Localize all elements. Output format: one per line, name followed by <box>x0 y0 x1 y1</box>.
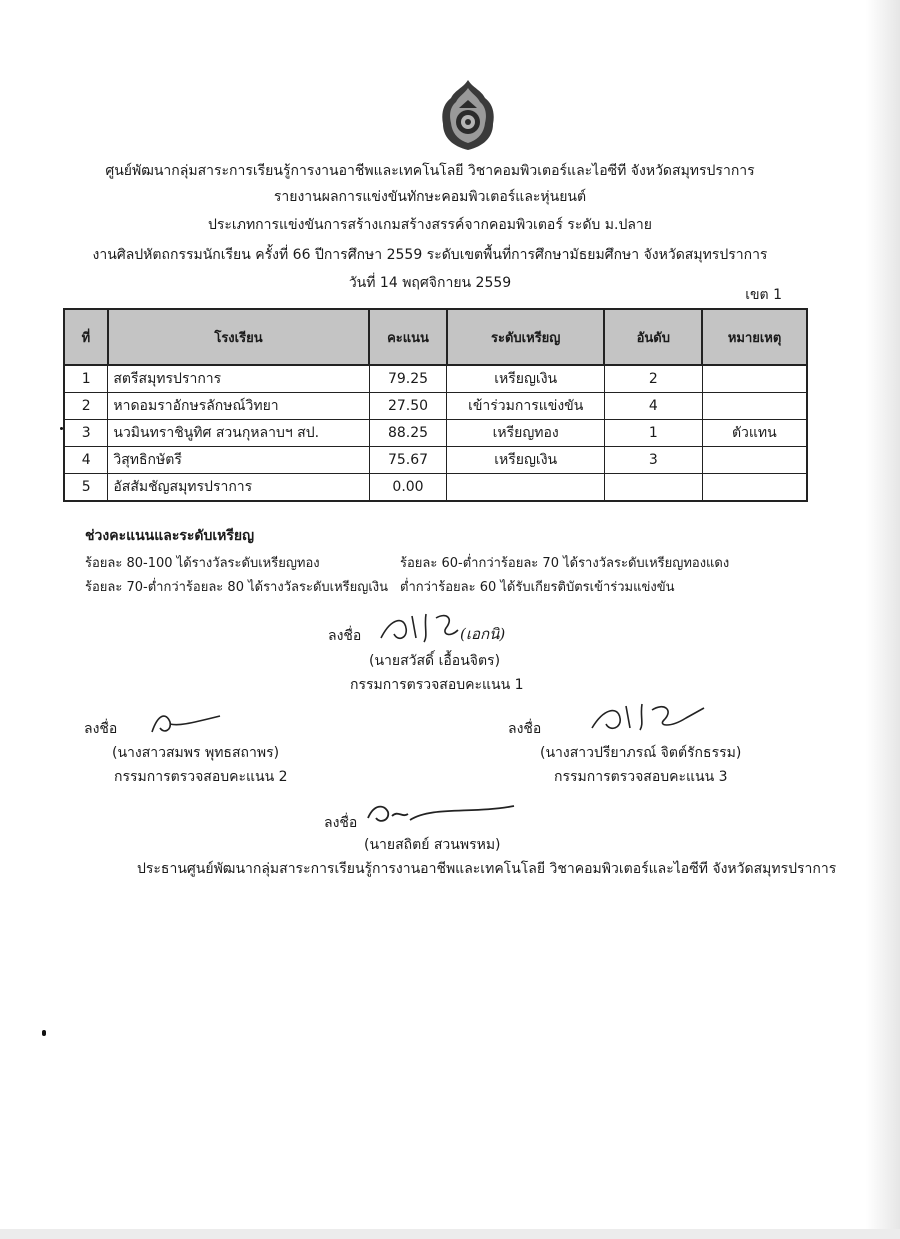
cell-score: 79.25 <box>369 365 447 393</box>
table-header-row <box>64 309 807 365</box>
legend-item-participation: ต่ำกว่าร้อยละ 60 ได้รับเกียรติบัตรเข้าร่วมแข่งขัน <box>400 580 675 595</box>
cell-score: 0.00 <box>369 474 447 502</box>
table-row <box>64 365 807 393</box>
column-header-school: โรงเรียน <box>108 309 369 365</box>
header-title-center: ศูนย์พัฒนากลุ่มสาระการเรียนรู้การงานอาชีพและเทคโนโลยี วิชาคอมพิวเตอร์และไอซีที จังหวัดสมุทรปราการ <box>105 163 755 179</box>
zone-label: เขต 1 <box>745 287 782 303</box>
cell-medal: เหรียญทอง <box>447 420 605 447</box>
judge3-role: กรรมการตรวจสอบคะแนน 3 <box>554 769 728 785</box>
cell-medal: เหรียญเงิน <box>447 365 605 393</box>
sign-label-judge3: ลงชื่อ <box>508 721 542 737</box>
column-header-score: คะแนน <box>369 309 447 365</box>
sign-label-judge2: ลงชื่อ <box>84 721 118 737</box>
cell-no: 2 <box>64 393 108 420</box>
cell-note <box>702 365 807 393</box>
cell-score: 75.67 <box>369 447 447 474</box>
cell-rank: 1 <box>604 420 702 447</box>
judge3-name: (นางสาวปรียาภรณ์ จิตต์รักธรรม) <box>540 745 742 761</box>
legend-title: ช่วงคะแนนและระดับเหรียญ <box>85 528 255 544</box>
cell-score: 88.25 <box>369 420 447 447</box>
cell-school: นวมินทราชินูทิศ สวนกุหลาบฯ สป. <box>108 420 369 447</box>
cell-no: 4 <box>64 447 108 474</box>
legend-item-gold: ร้อยละ 80-100 ได้รางวัลระดับเหรียญทอง <box>85 556 320 571</box>
cell-score: 27.50 <box>369 393 447 420</box>
cell-medal: เข้าร่วมการแข่งขัน <box>447 393 605 420</box>
cell-school: หาดอมราอักษรลักษณ์วิทยา <box>108 393 369 420</box>
header-date: วันที่ 14 พฤศจิกายน 2559 <box>348 275 512 291</box>
column-header-no: ที่ <box>64 309 108 365</box>
judge2-name: (นางสาวสมพร พุทธสถาพร) <box>112 745 280 761</box>
column-header-rank: อันดับ <box>604 309 702 365</box>
judge1-role: กรรมการตรวจสอบคะแนน 1 <box>350 677 524 693</box>
cell-school: วิสุทธิกษัตรี <box>108 447 369 474</box>
ministry-emblem-icon <box>437 78 499 152</box>
sign-label-chair: ลงชื่อ <box>324 815 358 831</box>
signature-scribble-icon <box>362 796 522 830</box>
column-header-medal: ระดับเหรียญ <box>447 309 605 365</box>
cell-note: ตัวแทน <box>702 420 807 447</box>
column-header-note: หมายเหตุ <box>702 309 807 365</box>
cell-school: สตรีสมุทรปราการ <box>108 365 369 393</box>
cell-rank: 3 <box>604 447 702 474</box>
cell-note <box>702 474 807 502</box>
chair-role: ประธานศูนย์พัฒนากลุ่มสาระการเรียนรู้การงานอาชีพและเทคโนโลยี วิชาคอมพิวเตอร์และไอซีที จังหวัดสมุทรปราการ <box>137 861 837 877</box>
scan-edge-shadow <box>866 0 900 1239</box>
cell-no: 5 <box>64 474 108 502</box>
cell-rank: 4 <box>604 393 702 420</box>
table-row <box>64 393 807 420</box>
cell-note <box>702 447 807 474</box>
cell-medal: เหรียญเงิน <box>447 447 605 474</box>
cell-rank: 2 <box>604 365 702 393</box>
cell-medal <box>447 474 605 502</box>
legend-item-silver: ร้อยละ 70-ต่ำกว่าร้อยละ 80 ได้รางวัลระดับเหรียญเงิน <box>85 580 388 595</box>
sign-label-judge1: ลงชื่อ <box>328 628 362 644</box>
cell-no: 1 <box>64 365 108 393</box>
signature-scribble-icon <box>586 700 716 734</box>
results-table <box>63 308 808 502</box>
scan-bottom-shadow <box>0 1229 900 1239</box>
table-row <box>64 447 807 474</box>
table-row <box>64 474 807 502</box>
table-row <box>64 420 807 447</box>
handwritten-note: (เอกนิ) <box>460 625 506 643</box>
header-report-title: รายงานผลการแข่งขันทักษะคอมพิวเตอร์และหุ่นยนต์ <box>273 189 587 205</box>
scan-speck <box>42 1030 46 1036</box>
scan-speck <box>60 427 63 430</box>
header-contest-type: ประเภทการแข่งขันการสร้างเกมสร้างสรรค์จากคอมพิวเตอร์ ระดับ ม.ปลาย <box>208 217 652 233</box>
cell-school: อัสสัมชัญสมุทรปราการ <box>108 474 369 502</box>
chair-name: (นายสถิตย์ สวนพรหม) <box>364 837 501 853</box>
legend-item-bronze: ร้อยละ 60-ต่ำกว่าร้อยละ 70 ได้รางวัลระดับเหรียญทองแดง <box>400 556 730 571</box>
cell-no: 3 <box>64 420 108 447</box>
judge2-role: กรรมการตรวจสอบคะแนน 2 <box>114 769 288 785</box>
cell-rank <box>604 474 702 502</box>
cell-note <box>702 393 807 420</box>
judge1-name: (นายสวัสดิ์ เอื้อนจิตร) <box>369 653 501 669</box>
signature-scribble-icon <box>148 706 228 740</box>
header-event: งานศิลปหัตถกรรมนักเรียน ครั้งที่ 66 ปีการศึกษา 2559 ระดับเขตพื้นที่การศึกษามัธยมศึกษา จังหวัดสมุทรปราการ <box>92 247 768 263</box>
